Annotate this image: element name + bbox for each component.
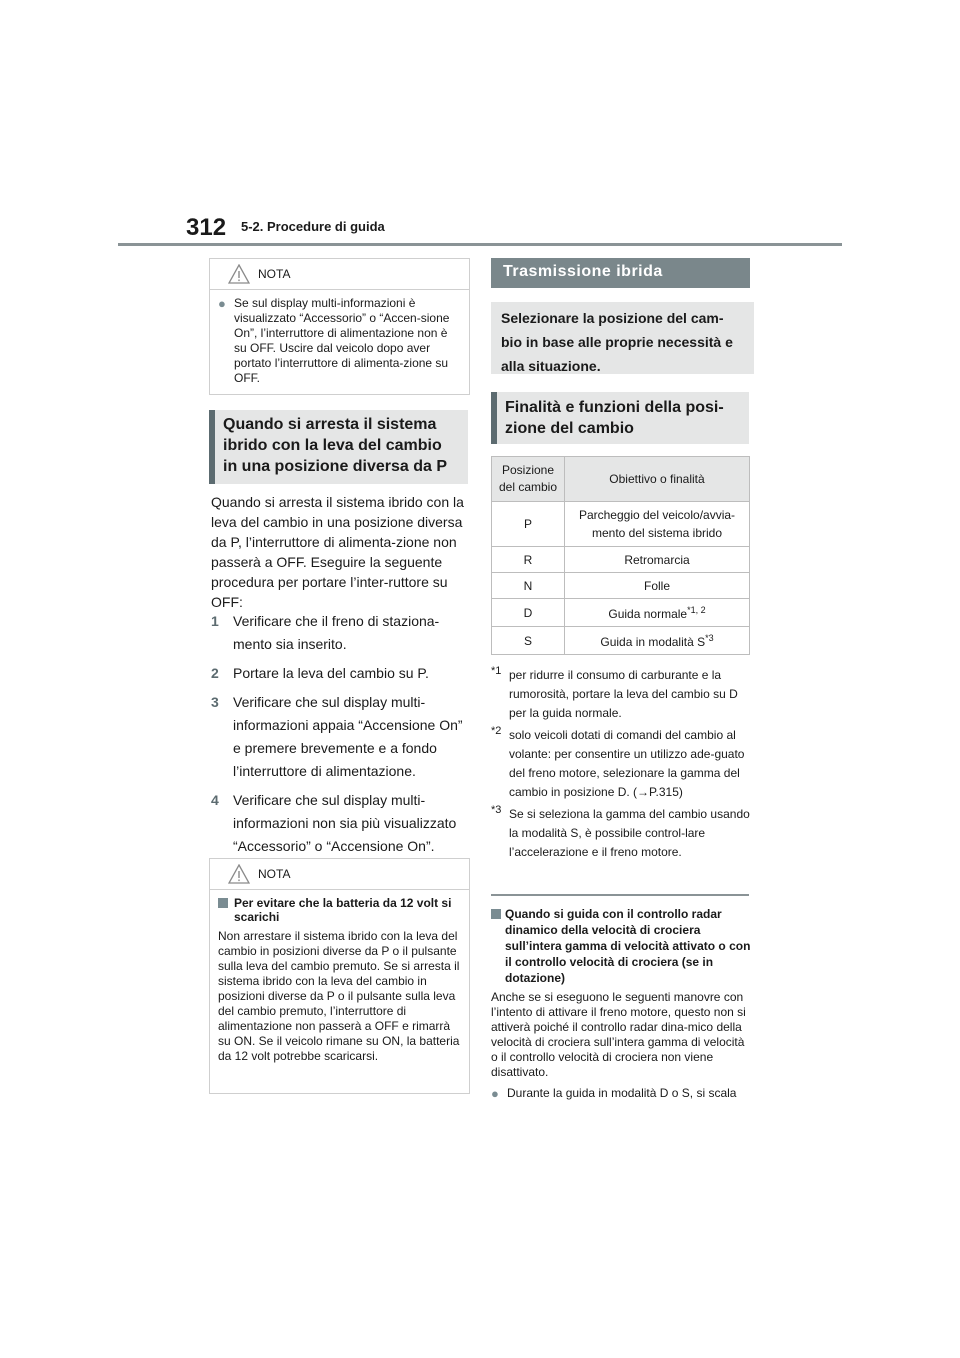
heading-functions: Finalità e funzioni della posi-zione del cambio xyxy=(505,399,724,437)
gear-position-table xyxy=(491,456,750,655)
footnote-mark: *2 xyxy=(491,725,502,737)
nota-battery-title xyxy=(218,896,461,924)
table-cell-purpose xyxy=(565,599,750,627)
header-rule xyxy=(118,243,842,246)
table-cell-position: D xyxy=(492,599,565,627)
table-cell-position: P xyxy=(492,502,565,547)
table-cell-purpose: Folle xyxy=(565,573,750,599)
nota-box-battery xyxy=(209,858,470,1094)
table-row xyxy=(492,547,750,573)
cruise-bullet xyxy=(491,1086,753,1101)
purpose-text: Guida normale xyxy=(608,606,688,621)
footnote-item xyxy=(491,726,753,802)
heading-box-stop-system xyxy=(209,410,468,484)
table-header-row xyxy=(492,457,750,502)
steps-list xyxy=(211,610,471,858)
table-cell-purpose: Parcheggio del veicolo/avvia-mento del sistema ibrido xyxy=(565,502,750,547)
nota-label: NOTA xyxy=(258,867,291,881)
step-text: Portare la leva del cambio su P. xyxy=(233,665,429,681)
section-bar-hybrid-transmission xyxy=(491,258,750,288)
section-title: 5-2. Procedure di guida xyxy=(241,219,385,234)
select-position-text: Selezionare la posizione del cam-bio in base alle proprie necessità e alla situazione. xyxy=(501,310,733,374)
footnote-ref: *3 xyxy=(705,632,714,643)
step-number: 2 xyxy=(211,665,219,681)
step-number: 1 xyxy=(211,613,219,629)
nota-bullet xyxy=(218,296,461,386)
page-number: 312 xyxy=(186,214,227,241)
footnote-item xyxy=(491,805,753,862)
cruise-bullet-text: Durante la guida in modalità D o S, si scala xyxy=(507,1086,737,1100)
footnote-mark: *1 xyxy=(491,665,502,677)
table-header-position: Posizione del cambio xyxy=(492,457,565,502)
table-header-purpose: Obiettivo o finalità xyxy=(565,457,750,502)
footnotes xyxy=(491,666,753,862)
step-text: Verificare che il freno di staziona-mento sia inserito. xyxy=(233,613,440,652)
footnote-mark: *3 xyxy=(491,804,502,816)
nota-header xyxy=(210,859,469,890)
divider xyxy=(491,894,749,896)
square-bullet-icon xyxy=(218,898,228,908)
nota-label: NOTA xyxy=(258,267,291,281)
nota-header xyxy=(210,259,469,290)
table-cell-position: N xyxy=(492,573,565,599)
step-item xyxy=(211,610,471,656)
nota-battery-title-text: Per evitare che la batteria da 12 volt si scarichi xyxy=(234,896,452,924)
intro-paragraph: Quando si arresta il sistema ibrido con la leva del cambio in una posizione diversa da P, l’interruttore di alimenta-zione non passerà a OFF. Eseguire la seguente procedura per portare l’inter-ruttore su OFF: xyxy=(211,494,464,610)
step-item xyxy=(211,662,471,685)
step-text: Verificare che sul display multi-informazioni appaia “Accensione On” e premere brevemente e a fondo l’interruttore di alimentazione. xyxy=(233,694,463,779)
step-text: Verificare che sul display multi-informazioni non sia più visualizzato “Accessorio” o “Accensione On”. xyxy=(233,792,457,854)
heading-box-functions xyxy=(491,392,749,444)
nota-box-accessory xyxy=(209,258,470,395)
step-item xyxy=(211,691,471,783)
cruise-body: Anche se si eseguono le seguenti manovre con l’intento di attivare il freno motore, questo non si attiverà poiché il controllo radar dina-mico della velocità di crociera sull’intera gamma di velocità o il controllo velocità di crociera non viene disattivato. xyxy=(491,990,746,1079)
purpose-text: Guida in modalità S xyxy=(600,634,706,649)
bullet-dot-icon: ● xyxy=(218,296,226,311)
cruise-title xyxy=(491,906,753,986)
table-cell-position: S xyxy=(492,627,565,655)
cruise-section xyxy=(491,906,753,1101)
heading-stop-system: Quando si arresta il sistema ibrido con la leva del cambio in una posizione diversa da P xyxy=(223,416,448,475)
select-position-box xyxy=(491,302,754,374)
nota-battery-body: Non arrestare il sistema ibrido con la leva del cambio in posizioni diverse da P o il pulsante sulla leva del cambio premuto. Se si arresta il sistema ibrido con la leva del cambio in posizioni diverse da P o il pulsante sulla leva del cambio premuto, l’interruttore di alimentazione non passerà a OFF e rimarrà su ON. Se il veicolo rimane su ON, la batteria da 12 volt potrebbe scaricarsi. xyxy=(218,929,460,1063)
bullet-dot-icon: ● xyxy=(491,1086,499,1101)
nota-bullet-text: Se sul display multi-informazioni è visualizzato “Accessorio” o “Accen-sione On”, l’interruttore di alimentazione non è su OFF. Uscire dal veicolo dopo aver portato l’interruttore di alimenta-zione su OFF. xyxy=(234,296,450,385)
step-number: 4 xyxy=(211,792,219,808)
step-item xyxy=(211,789,471,858)
footnote-item xyxy=(491,666,753,723)
table-row xyxy=(492,502,750,547)
footnote-text: Se si seleziona la gamma del cambio usando la modalità S, è possibile control-lare l’accelerazione e il freno motore. xyxy=(509,807,750,859)
table-cell-position: R xyxy=(492,547,565,573)
table-row xyxy=(492,599,750,627)
table-cell-purpose xyxy=(565,627,750,655)
section-bar-title: Trasmissione ibrida xyxy=(503,263,663,280)
square-bullet-icon xyxy=(491,909,501,919)
footnote-text: per ridurre il consumo di carburante e la rumorosità, portare la leva del cambio su D per la guida normale. xyxy=(509,668,738,720)
step-number: 3 xyxy=(211,694,219,710)
warning-icon xyxy=(228,264,250,284)
footnote-text: solo veicoli dotati di comandi del cambio al volante: per consentire un utilizzo ade-guato del freno motore, selezionare la gamma del cambio in posizione D. (→P.315) xyxy=(509,728,745,799)
warning-icon xyxy=(228,864,250,884)
table-row xyxy=(492,573,750,599)
cruise-title-text: Quando si guida con il controllo radar dinamico della velocità di crociera sull’intera gamma di velocità attivato o con il controllo velocità di crociera (se in dotazione) xyxy=(505,907,751,985)
table-row xyxy=(492,627,750,655)
footnote-ref: *1, 2 xyxy=(687,604,706,615)
table-cell-purpose: Retromarcia xyxy=(565,547,750,573)
